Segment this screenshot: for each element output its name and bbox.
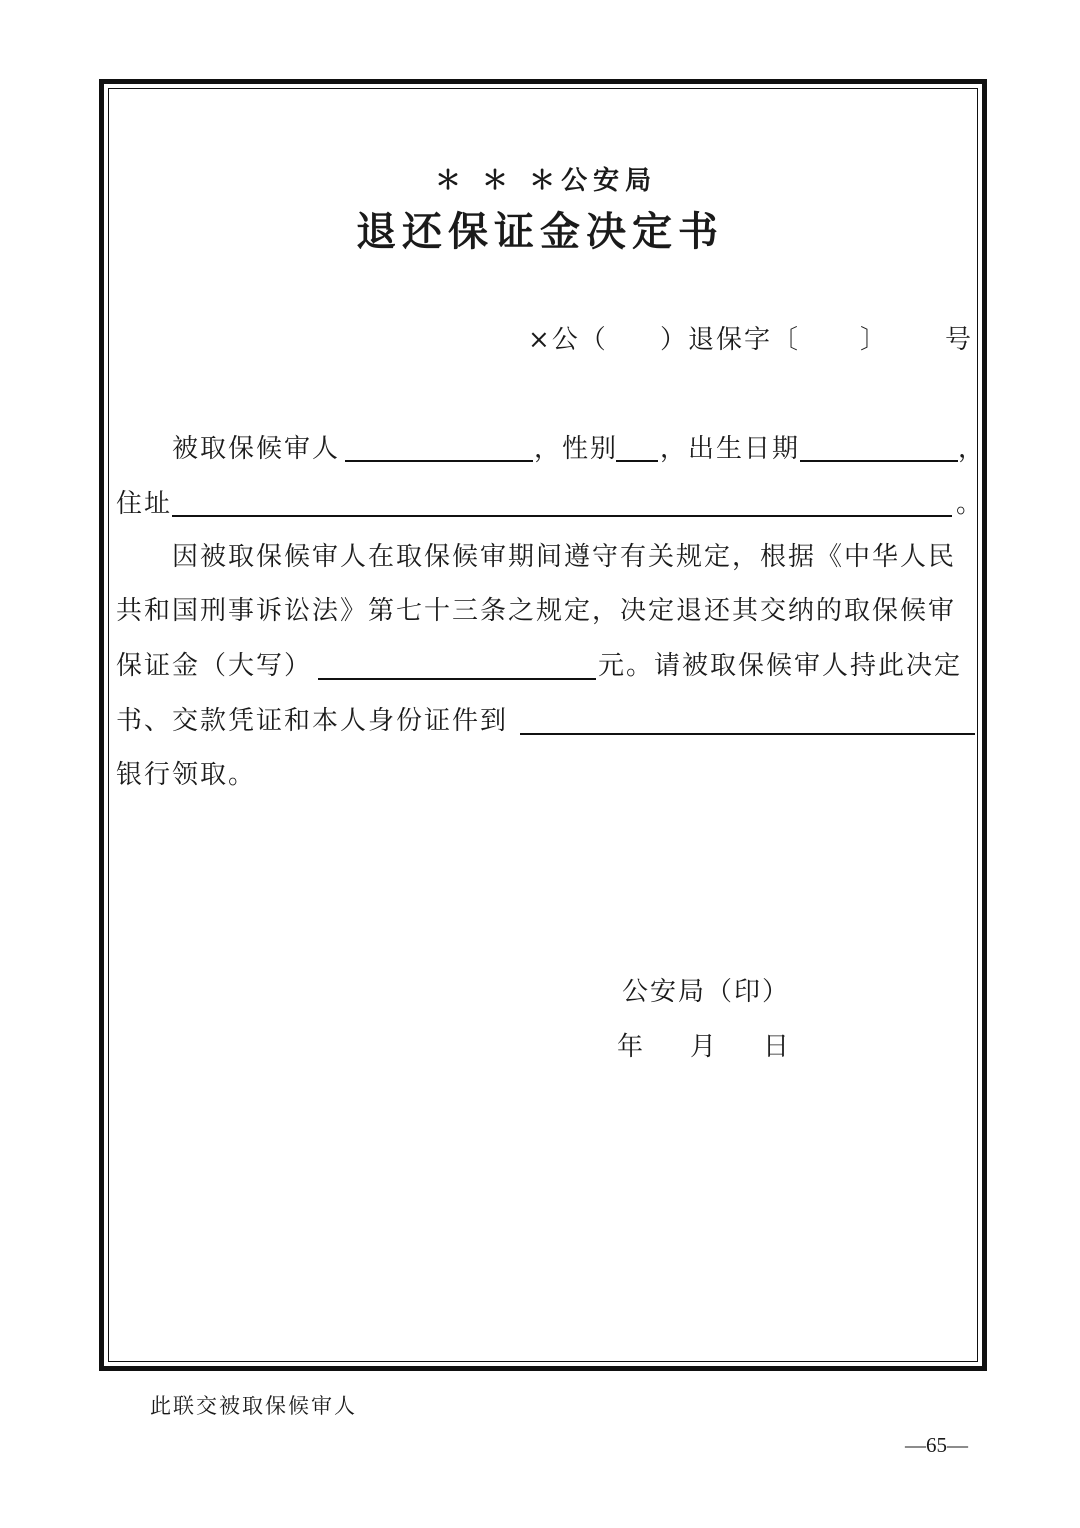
label-birth-date: ，出生日期	[660, 434, 801, 464]
date-year: 年	[617, 1032, 646, 1062]
document-title: 退还保证金决定书	[356, 208, 724, 255]
issuing-seal: 公安局（印）	[622, 977, 791, 1007]
body-line-4: 书、交款凭证和本人身份证件到	[116, 706, 509, 736]
body-line-3-start: 保证金（大写）	[116, 651, 313, 681]
label-gender: ，性别	[534, 434, 619, 464]
issuing-agency: ＊ ＊ ＊公安局	[435, 166, 658, 196]
bank-field[interactable]	[520, 733, 975, 735]
line1-comma: ，	[958, 434, 987, 464]
copy-recipient-note: 此联交被取保候审人	[150, 1394, 357, 1418]
date-month: 月	[690, 1032, 719, 1062]
gender-field[interactable]	[616, 460, 658, 462]
address-field[interactable]	[172, 515, 952, 517]
date-day: 日	[763, 1032, 792, 1062]
label-person: 被取保候审人	[172, 434, 341, 464]
body-line-2: 共和国刑事诉讼法》第七十三条之规定，决定退还其交纳的取保候审	[116, 596, 957, 626]
page-number: —65—	[905, 1433, 968, 1457]
body-line-1: 因被取保候审人在取保候审期间遵守有关规定，根据《中华人民	[172, 542, 957, 572]
amount-field[interactable]	[318, 678, 596, 680]
birth-date-field[interactable]	[800, 460, 958, 462]
body-line-5: 银行领取。	[116, 760, 257, 790]
address-period: 。	[956, 489, 985, 519]
label-address: 住址	[116, 489, 173, 519]
doc-number-prefix: ×公（	[528, 325, 608, 355]
doc-number-suffix: 号	[945, 325, 974, 355]
doc-number-mid: ）退保字〔	[660, 325, 801, 355]
doc-number-end: 〕	[860, 325, 889, 355]
body-line-3-end: 元。请被取保候审人持此决定	[598, 651, 963, 681]
person-name-field[interactable]	[345, 460, 533, 462]
